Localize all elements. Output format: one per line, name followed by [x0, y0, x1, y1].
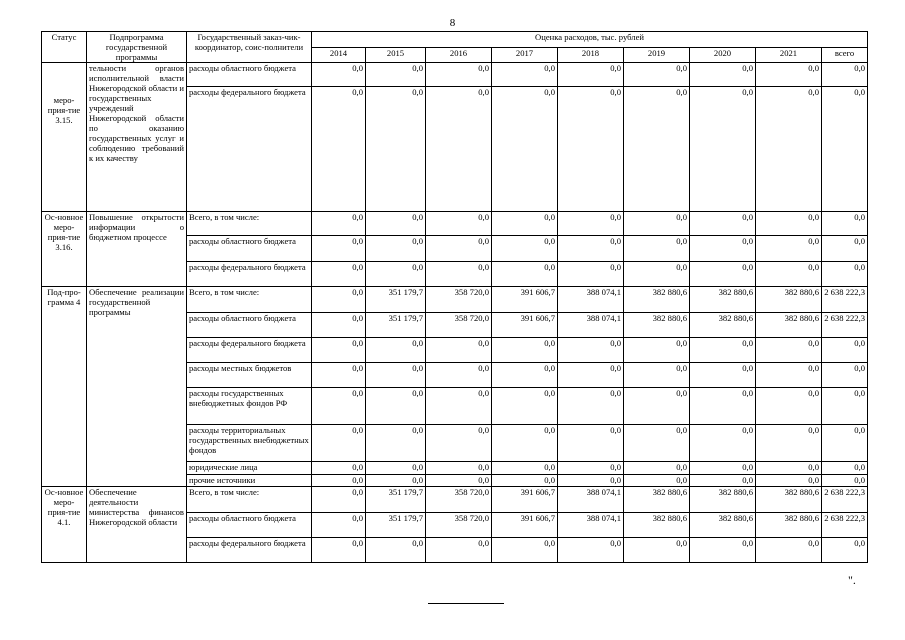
header-year: 2020: [690, 47, 756, 63]
value-cell: 382 880,6: [756, 487, 822, 513]
footer-rule: [428, 603, 504, 604]
value-cell: 0,0: [492, 462, 558, 475]
budget-table: [41, 31, 868, 563]
value-cell: 0,0: [312, 538, 366, 563]
header-year: 2015: [366, 47, 426, 63]
value-cell: 0,0: [756, 462, 822, 475]
expense-type-cell: расходы областного бюджета: [187, 63, 312, 87]
value-cell: 0,0: [624, 212, 690, 236]
total-cell: 0,0: [822, 236, 868, 262]
value-cell: 0,0: [624, 63, 690, 87]
value-cell: 0,0: [492, 475, 558, 487]
total-cell: 2 638 222,3: [822, 487, 868, 513]
value-cell: 382 880,6: [690, 487, 756, 513]
status-cell: Ос-новное меро-прия-тие 3.16.: [42, 212, 87, 287]
value-cell: 351 179,7: [366, 313, 426, 338]
value-cell: 0,0: [756, 63, 822, 87]
value-cell: 0,0: [558, 338, 624, 363]
value-cell: 0,0: [690, 462, 756, 475]
header-year: 2014: [312, 47, 366, 63]
value-cell: 0,0: [426, 63, 492, 87]
value-cell: 0,0: [558, 538, 624, 563]
value-cell: 0,0: [624, 262, 690, 287]
program-cell: тельности органов исполнительной власти Нижегородской области и государственных учреждений Нижегородской области по оказанию государственных услуг и соблюдению требований к их качеству: [87, 63, 187, 212]
value-cell: 0,0: [624, 475, 690, 487]
value-cell: 0,0: [690, 236, 756, 262]
value-cell: 0,0: [312, 425, 366, 462]
expense-type-cell: расходы областного бюджета: [187, 513, 312, 538]
expense-type-cell: расходы федерального бюджета: [187, 538, 312, 563]
value-cell: 0,0: [624, 338, 690, 363]
header-year: 2021: [756, 47, 822, 63]
value-cell: 0,0: [492, 63, 558, 87]
value-cell: 358 720,0: [426, 313, 492, 338]
table-row: [42, 287, 868, 313]
status-cell: Ос-новное меро-прия-тие 4.1.: [42, 487, 87, 563]
program-cell: Обеспечение деятельности министерства финансов Нижегородской области: [87, 487, 187, 563]
value-cell: 0,0: [426, 363, 492, 388]
value-cell: 358 720,0: [426, 513, 492, 538]
value-cell: 382 880,6: [756, 287, 822, 313]
value-cell: 0,0: [312, 338, 366, 363]
value-cell: 0,0: [690, 388, 756, 425]
value-cell: 0,0: [756, 338, 822, 363]
value-cell: 0,0: [366, 475, 426, 487]
value-cell: 0,0: [558, 262, 624, 287]
table-row: [42, 63, 868, 87]
value-cell: 0,0: [756, 363, 822, 388]
value-cell: 0,0: [426, 425, 492, 462]
value-cell: 0,0: [558, 462, 624, 475]
value-cell: 0,0: [366, 338, 426, 363]
value-cell: 0,0: [426, 87, 492, 212]
value-cell: 0,0: [756, 425, 822, 462]
value-cell: 382 880,6: [756, 513, 822, 538]
header-program: Подпрограмма государственной программы: [87, 32, 187, 63]
total-cell: 0,0: [822, 475, 868, 487]
value-cell: 0,0: [426, 212, 492, 236]
value-cell: 0,0: [558, 87, 624, 212]
value-cell: 351 179,7: [366, 287, 426, 313]
value-cell: 0,0: [366, 388, 426, 425]
value-cell: 0,0: [690, 338, 756, 363]
value-cell: 351 179,7: [366, 513, 426, 538]
value-cell: 0,0: [492, 425, 558, 462]
header-year: 2018: [558, 47, 624, 63]
value-cell: 388 074,1: [558, 287, 624, 313]
total-cell: 0,0: [822, 63, 868, 87]
value-cell: 0,0: [756, 538, 822, 563]
header-year: 2019: [624, 47, 690, 63]
total-cell: 0,0: [822, 363, 868, 388]
value-cell: 0,0: [312, 462, 366, 475]
value-cell: 0,0: [558, 475, 624, 487]
header-year: 2017: [492, 47, 558, 63]
expense-type-cell: Всего, в том числе:: [187, 287, 312, 313]
value-cell: 0,0: [312, 313, 366, 338]
value-cell: 0,0: [312, 63, 366, 87]
value-cell: 391 606,7: [492, 513, 558, 538]
value-cell: 0,0: [624, 388, 690, 425]
expense-type-cell: расходы федерального бюджета: [187, 262, 312, 287]
value-cell: 0,0: [366, 262, 426, 287]
value-cell: 0,0: [426, 538, 492, 563]
value-cell: 358 720,0: [426, 487, 492, 513]
expense-type-cell: расходы местных бюджетов: [187, 363, 312, 388]
expense-type-cell: прочие источники: [187, 475, 312, 487]
value-cell: 0,0: [366, 87, 426, 212]
value-cell: 0,0: [492, 388, 558, 425]
value-cell: 0,0: [756, 262, 822, 287]
value-cell: 0,0: [690, 262, 756, 287]
total-cell: 2 638 222,3: [822, 313, 868, 338]
value-cell: 0,0: [690, 363, 756, 388]
value-cell: 0,0: [492, 87, 558, 212]
value-cell: 0,0: [492, 212, 558, 236]
total-cell: 2 638 222,3: [822, 513, 868, 538]
value-cell: 0,0: [558, 388, 624, 425]
value-cell: 388 074,1: [558, 313, 624, 338]
value-cell: 382 880,6: [624, 487, 690, 513]
value-cell: 0,0: [312, 513, 366, 538]
total-cell: 0,0: [822, 388, 868, 425]
value-cell: 0,0: [624, 363, 690, 388]
value-cell: 382 880,6: [624, 313, 690, 338]
total-cell: 0,0: [822, 338, 868, 363]
total-cell: 0,0: [822, 462, 868, 475]
value-cell: 0,0: [690, 538, 756, 563]
value-cell: 0,0: [312, 475, 366, 487]
header-year: 2016: [426, 47, 492, 63]
value-cell: 0,0: [690, 425, 756, 462]
value-cell: 388 074,1: [558, 487, 624, 513]
value-cell: 0,0: [558, 212, 624, 236]
total-cell: 0,0: [822, 212, 868, 236]
total-cell: 2 638 222,3: [822, 287, 868, 313]
closing-quote-mark: ".: [848, 573, 856, 587]
value-cell: 0,0: [366, 63, 426, 87]
expense-type-cell: расходы государственных внебюджетных фондов РФ: [187, 388, 312, 425]
value-cell: 0,0: [312, 262, 366, 287]
value-cell: 0,0: [624, 87, 690, 212]
value-cell: 0,0: [624, 462, 690, 475]
expense-type-cell: Всего, в том числе:: [187, 212, 312, 236]
page-number: 8: [449, 17, 456, 29]
value-cell: 0,0: [312, 388, 366, 425]
total-cell: 0,0: [822, 262, 868, 287]
value-cell: 382 880,6: [690, 513, 756, 538]
value-cell: 0,0: [624, 538, 690, 563]
header-customer: Государственный заказ-чик-координатор, соис-полнители: [187, 32, 312, 63]
value-cell: 0,0: [624, 236, 690, 262]
value-cell: 0,0: [312, 212, 366, 236]
value-cell: 0,0: [756, 475, 822, 487]
value-cell: 0,0: [624, 425, 690, 462]
value-cell: 358 720,0: [426, 287, 492, 313]
value-cell: 0,0: [366, 363, 426, 388]
value-cell: 0,0: [366, 236, 426, 262]
value-cell: 0,0: [366, 538, 426, 563]
value-cell: 0,0: [492, 538, 558, 563]
value-cell: 0,0: [690, 63, 756, 87]
value-cell: 0,0: [312, 487, 366, 513]
value-cell: 0,0: [366, 462, 426, 475]
expense-type-cell: расходы областного бюджета: [187, 236, 312, 262]
value-cell: 0,0: [756, 87, 822, 212]
value-cell: 351 179,7: [366, 487, 426, 513]
value-cell: 0,0: [690, 87, 756, 212]
expense-type-cell: Всего, в том числе:: [187, 487, 312, 513]
value-cell: 391 606,7: [492, 287, 558, 313]
value-cell: 382 880,6: [690, 313, 756, 338]
value-cell: 0,0: [492, 338, 558, 363]
expense-type-cell: юридические лица: [187, 462, 312, 475]
value-cell: 0,0: [690, 475, 756, 487]
expense-type-cell: расходы территориальных государственных внебюджетных фондов: [187, 425, 312, 462]
value-cell: 0,0: [492, 363, 558, 388]
value-cell: 0,0: [426, 462, 492, 475]
header-row: [42, 32, 868, 48]
value-cell: 388 074,1: [558, 513, 624, 538]
table-row: [42, 487, 868, 513]
total-cell: 0,0: [822, 425, 868, 462]
value-cell: 0,0: [558, 63, 624, 87]
value-cell: 0,0: [426, 236, 492, 262]
value-cell: 0,0: [312, 287, 366, 313]
program-cell: Обеспечение реализации государственной программы: [87, 287, 187, 487]
value-cell: 0,0: [312, 236, 366, 262]
value-cell: 391 606,7: [492, 487, 558, 513]
value-cell: 0,0: [366, 425, 426, 462]
table-row: [42, 212, 868, 236]
status-cell: Под-про-грамма 4: [42, 287, 87, 487]
value-cell: 382 880,6: [690, 287, 756, 313]
value-cell: 391 606,7: [492, 313, 558, 338]
expense-type-cell: расходы федерального бюджета: [187, 338, 312, 363]
value-cell: 0,0: [312, 87, 366, 212]
value-cell: 0,0: [558, 236, 624, 262]
value-cell: 0,0: [492, 236, 558, 262]
value-cell: 0,0: [756, 212, 822, 236]
value-cell: 0,0: [366, 212, 426, 236]
value-cell: 0,0: [492, 262, 558, 287]
value-cell: 0,0: [558, 363, 624, 388]
value-cell: 0,0: [426, 388, 492, 425]
value-cell: 0,0: [558, 425, 624, 462]
header-estimate: Оценка расходов, тыс. рублей: [312, 32, 868, 48]
value-cell: 0,0: [426, 338, 492, 363]
value-cell: 382 880,6: [624, 287, 690, 313]
total-cell: 0,0: [822, 87, 868, 212]
status-cell: меро-прия-тие 3.15.: [42, 63, 87, 212]
header-total: всего: [822, 47, 868, 63]
header-status: Статус: [42, 32, 87, 63]
value-cell: 382 880,6: [624, 513, 690, 538]
value-cell: 382 880,6: [756, 313, 822, 338]
value-cell: 0,0: [426, 475, 492, 487]
program-cell: Повышение открытости информации о бюджетном процессе: [87, 212, 187, 287]
total-cell: 0,0: [822, 538, 868, 563]
budget-table-body: [42, 32, 868, 563]
expense-type-cell: расходы федерального бюджета: [187, 87, 312, 212]
value-cell: 0,0: [426, 262, 492, 287]
value-cell: 0,0: [756, 388, 822, 425]
value-cell: 0,0: [690, 212, 756, 236]
value-cell: 0,0: [312, 363, 366, 388]
expense-type-cell: расходы областного бюджета: [187, 313, 312, 338]
value-cell: 0,0: [756, 236, 822, 262]
